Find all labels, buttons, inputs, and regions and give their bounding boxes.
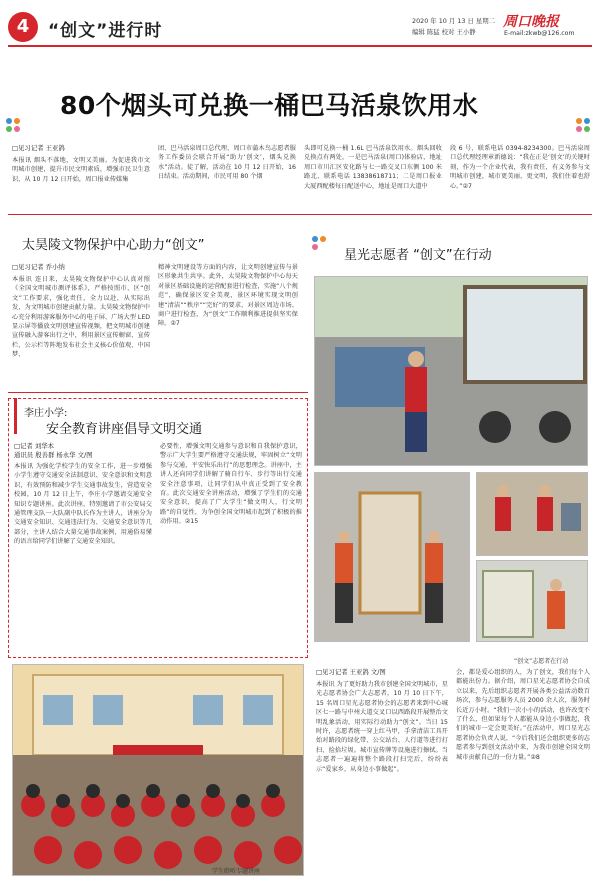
article3-col2: 会，都是爱心组织的人，为了创文，我们每个人都能出份力。据介绍，周口星光志愿者协会自成立以来，先后组织志愿者开展各类公益活动数百场次，参与志愿服务人员 2000 余人次，服务时长近万小时。“我们一次小小的活动，也许改变不了什么，但如果每个人都能从身边小事做起，我们的城市一定会更美好。”在活动中，周口星光志愿者协会负责人说，“今后我们还会组织更多的志愿者参与到创文活动中来，为我市创建全国文明城市贡献自己的一份力量。”②8 bbox=[456, 669, 590, 761]
article4-col2: 必要性，增强文明交通参与意识和自我保护意识，警示广大学生要严格遵守交通法规，牢固树立“文明参与交通，平安快乐出行”的思想理念。讲座中，主讲人还向同学们讲解了骑自行车、步行等出行交通安全注意事项，让同学们从中真正受到了安全教育。此次交通安全讲座活动，增强了学生们的交通安全意识，提高了广大学生“做文明人，行文明路”的自觉性，为争创全国文明城市起到了积极的推动作用。②15 bbox=[160, 443, 302, 526]
article4-col1: 本报讯 为强化学校学生的安全工作，进一步增强小学生遵守交通安全法制意识、安全意识和文明意识，有效预防和减少学生交通事故发生，营造安全校园，10 月 12 日上午，李庄小学邀请交通安全知识专题讲座。此次讲座，特别邀请了市公安局交通管理支队一大队副中队长作为主讲人，讲座分为交通安全知识、交通违法行为、交通安全意识等几部分，主讲人结合大量交通事故案例，用通俗易懂的语言给同学们讲解了交通安全知识。 bbox=[14, 463, 152, 546]
article1-byline: □见习记者 王亚鸽 bbox=[12, 144, 65, 152]
article3-byline: □见习记者 王亚鸽 文/图 bbox=[316, 668, 386, 676]
article4-photo-caption: 学生聆听专题讲座 bbox=[212, 868, 261, 875]
article2-byline: □见习记者 乔小纳 bbox=[12, 263, 65, 271]
section-divider bbox=[8, 214, 592, 215]
email-address: E-mail:zkwb@126.com bbox=[504, 30, 575, 37]
issue-date: 2020 年 10 月 13 日 星期二 bbox=[412, 17, 496, 25]
article2-col2: 精神文明建设等方面的内容，让文明创建宣传与景区形象共生共享。此外，太昊陵文物保护中心每天对景区基础设施的运营配套进行检查，实施“八个规范”，确保景区安全美观，景区环境实现文明创建“清洁”“秩序”“完好”的要求，对景区周边市场、商户进行检查，为“创文”工作顺利推进提供坚实保障。②7 bbox=[158, 264, 298, 328]
article4-accent-bar bbox=[14, 398, 17, 434]
volunteers-signboard-photo bbox=[314, 472, 470, 642]
article2-col1: 本报讯 连日来，太昊陵文物保护中心认真对照《全国文明城市测评体系》，严格按照市、区“创文”工作要求，强化责任，全力以赴，从实际出发，为文明城市创建贡献力量。太昊陵文物保护中心充分利用游客服务中心的电子屏、广场大型 LED 显示屏等播放文明创建宣传视频，把文明城市创建宣传融入游客出行之中，利用景区宣传橱窗、宣传栏、公示栏等阵地发布社会主义核心价值观、中国梦、 bbox=[12, 276, 150, 359]
article4-kicker: 李庄小学: bbox=[24, 408, 68, 419]
article4-byline: □记者 刘华本 bbox=[14, 442, 55, 450]
volunteers-wall-photo bbox=[476, 560, 588, 642]
article4-headline: 安全教育讲座倡导文明交通 bbox=[46, 422, 203, 437]
article1-col3: 头即可兑换一桶 1.6L 巴马活泉饮用水。烟头回收兑换点有两处，一是巴马活泉(周口)体验店，地址周口市川汇区安化路与七一路交叉口东侧 100 米路北，联系电话 13838618711；二是周口报业大厦西配楼每日配送中心，地址是周口大道中 bbox=[304, 145, 442, 190]
article1-col1: 本报讯 烟头不落地，文明又美丽。为促进我市文明城市创建，提升市民文明素质，增强市民卫生意识，从 10 月 12 日开始，周口报业传媒集 bbox=[12, 157, 150, 183]
section-divider bbox=[8, 392, 308, 393]
volunteers-bikes-photo bbox=[476, 472, 588, 556]
section-title: “创文”进行时 bbox=[48, 21, 163, 41]
section-number-badge: 4 bbox=[8, 12, 38, 42]
decorative-dots bbox=[312, 236, 336, 272]
volunteers-cleaning-photo bbox=[314, 276, 588, 466]
article1-col4: 段 6 号，联系电话 0394-8234300。巴马活泉周口总代理经理章新德说：“我在正是‘创文’的关键时刻，作为一个企业代表，我有责任，有义务参与文明城市创建，城市更美丽，更文明，我们住着也舒心。”②7 bbox=[450, 145, 590, 190]
newspaper-logo: 周口晚报 bbox=[503, 14, 559, 30]
article1-headline: 80个烟头可兑换一桶巴马活泉饮用水 bbox=[60, 91, 479, 120]
article1-col2: 团、巴马活泉周口总代理、周口市蒲木鸟志愿者服务工作委员会联合开展“助力‘创文’，烟头兑换水”活动。徒了解，活动在 10 月 12 日开始，16日结束。活动期间，市民可用 80 个烟 bbox=[158, 145, 296, 181]
article3-col1: 本报讯 为了更好助力我市创建全国文明城市，星光志愿者协会广大志愿者，10 月 10 日下午，15 名周口星光志愿者协会的志愿者来到中心城区七一路与中州大道交叉口以西路段开展整治文明乱象活动，用实际行动助力“创文”。当日 15 时许，志愿者统一穿上红马甲，手拿清洁工具开始对路段的绿化带、公交站台、人行道等进行打扫，捡拾垃圾。城市宣传牌等设施进行擦拭。当志愿者一遍遍将整个路段打扫完后，纷纷表示“爱家乡，从身边小事做起”。 bbox=[316, 681, 448, 773]
article3-headline: 星光志愿者 “创文”在行动 bbox=[344, 248, 492, 263]
article4-byline2: 通讯员 殷善群 杨永华 文/图 bbox=[14, 451, 93, 459]
students-lecture-photo bbox=[12, 664, 304, 876]
article2-headline: 太昊陵文物保护中心助力“创文” bbox=[22, 238, 205, 253]
editors-line: 编辑 陈猛 校对 王小静 bbox=[412, 28, 476, 36]
article3-photo-caption: “创文”志愿者在行动 bbox=[514, 658, 569, 665]
header-rule bbox=[8, 45, 592, 47]
